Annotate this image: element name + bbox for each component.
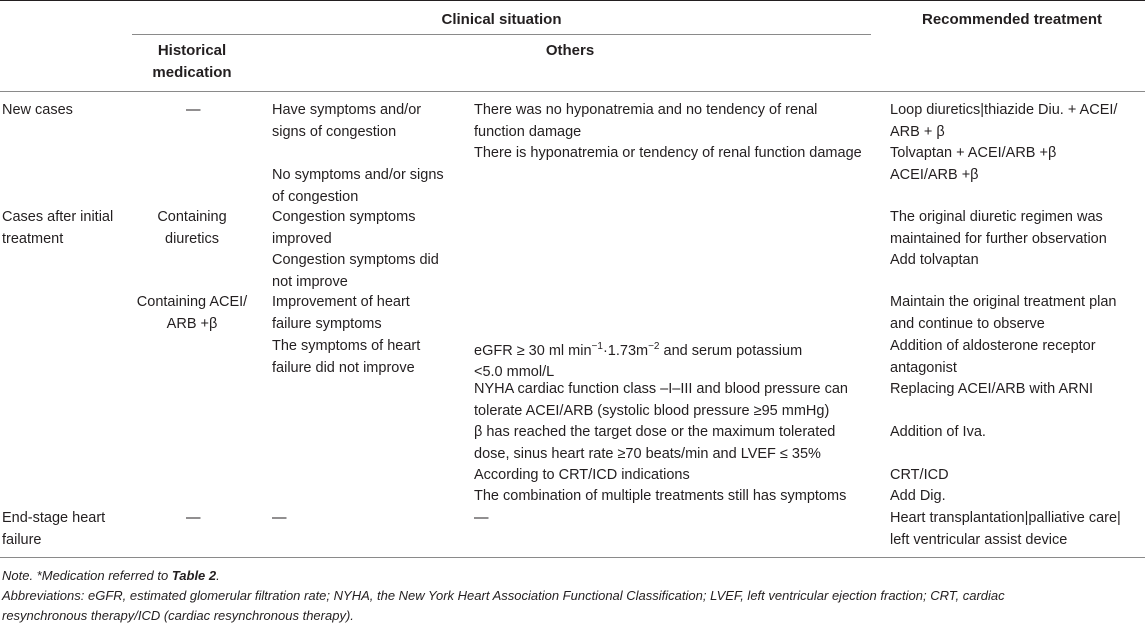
after-initial-treatment-3: Maintain the original treatment plan and continue to observe [890, 294, 1117, 332]
header-bottom-rule [0, 91, 1145, 92]
after-initial-treatment-8: Add Dig. [890, 488, 946, 504]
after-initial-treatment-2: Add tolvaptan [890, 252, 979, 268]
header-recommended-treatment: Recommended treatment [922, 11, 1103, 28]
end-stage-historical: — [186, 510, 201, 526]
after-initial-situation-1: Congestion symptoms improved [272, 209, 416, 247]
new-cases-treatment-1: Loop diuretics|thiazide Diu. + ACEI/ ARB + β [890, 102, 1118, 140]
header-historical-medication: Historical medication [152, 42, 232, 81]
after-initial-historical-1: Containing diuretics [157, 209, 227, 247]
new-cases-other-2: There is hyponatremia or tendency of renal function damage [474, 145, 862, 161]
after-initial-treatment-5: Replacing ACEI/ARB with ARNI [890, 381, 1094, 397]
header-sub-rule [132, 34, 871, 35]
after-initial-situation-2: Congestion symptoms did not improve [272, 252, 439, 290]
header-clinical-situation: Clinical situation [441, 11, 562, 28]
new-cases-situation-1: Have symptoms and/or signs of congestion [272, 102, 422, 140]
row-label-after-initial: Cases after initial treatment [2, 209, 114, 247]
table-note: Note. *Medication referred to Table 2. [2, 568, 220, 583]
table-top-rule [0, 0, 1145, 1]
new-cases-situation-2: No symptoms and/or signs of congestion [272, 167, 444, 205]
after-initial-other-3: β has reached the target dose or the maximum tolerated dose, sinus heart rate ≥70 beats/min and LVEF ≤ 35% [474, 424, 836, 462]
after-initial-treatment-4: Addition of aldosterone receptor antagonist [890, 338, 1096, 376]
after-initial-treatment-7: CRT/ICD [890, 467, 949, 483]
table-bottom-rule [0, 557, 1145, 558]
after-initial-historical-2: Containing ACEI/ ARB +β [136, 294, 248, 332]
header-others: Others [545, 42, 595, 59]
row-label-end-stage: End-stage heart failure [2, 510, 106, 548]
new-cases-treatment-2: Tolvaptan + ACEI/ARB +β [890, 145, 1057, 161]
end-stage-situation: — [272, 510, 287, 526]
end-stage-treatment: Heart transplantation|palliative care| left ventricular assist device [890, 510, 1121, 548]
after-initial-treatment-6: Addition of Iva. [890, 424, 986, 440]
new-cases-other-1: There was no hyponatremia and no tendency of renal function damage [474, 102, 818, 140]
after-initial-other-1: eGFR ≥ 30 ml $\min^{-1}\cdot 1.73m^{-2}$ and serum potassium <5.0 mmol/L [474, 341, 803, 381]
after-initial-other-5: The combination of multiple treatments still has symptoms [474, 488, 847, 504]
new-cases-treatment-3: ACEI/ARB +β [890, 167, 979, 183]
abbreviations-note: Abbreviations: eGFR, estimated glomerular filtration rate; NYHA, the New York Heart Association Functional Classification; LVEF, left ventricular ejection fraction; CRT, cardiac resynchronous therapy/ICD (cardiac resynchronous therapy). [2, 588, 1005, 623]
new-cases-historical: — [186, 102, 201, 118]
after-initial-treatment-1: The original diuretic regimen was maintained for further observation [890, 209, 1107, 247]
row-label-new-cases: New cases [2, 102, 73, 118]
after-initial-other-2: NYHA cardiac function class –I–III and blood pressure can tolerate ACEI/ARB (systolic blood pressure ≥95 mmHg) [474, 381, 848, 419]
after-initial-other-4: According to CRT/ICD indications [474, 467, 690, 483]
after-initial-situation-3: Improvement of heart failure symptoms [272, 294, 410, 332]
after-initial-situation-4: The symptoms of heart failure did not improve [272, 338, 421, 376]
end-stage-other: — [474, 510, 489, 526]
